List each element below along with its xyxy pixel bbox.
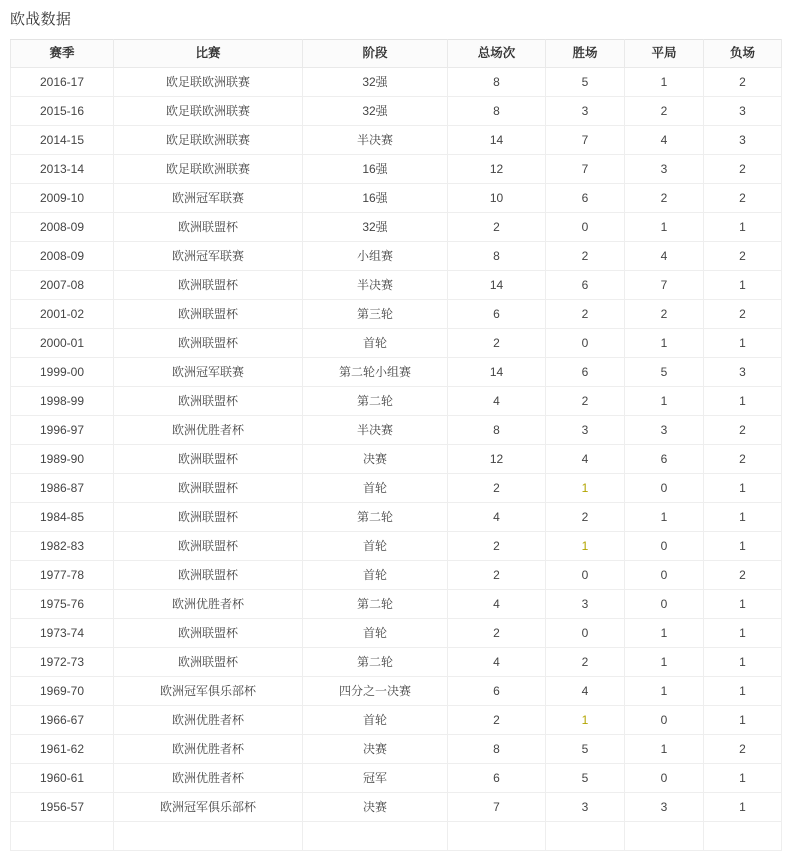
cell-draws: 0 xyxy=(625,474,704,503)
cell-draws: 0 xyxy=(625,532,704,561)
cell-stage: 首轮 xyxy=(303,329,448,358)
cell-wins: 2 xyxy=(546,503,625,532)
cell-wins: 5 xyxy=(546,764,625,793)
cell-losses: 1 xyxy=(704,329,782,358)
cell-wins: 2 xyxy=(546,242,625,271)
cell-losses: 1 xyxy=(704,503,782,532)
cell-stage: 决赛 xyxy=(303,735,448,764)
cell-competition: 欧洲优胜者杯 xyxy=(114,735,303,764)
filler-cell xyxy=(303,822,448,851)
cell-competition: 欧洲联盟杯 xyxy=(114,387,303,416)
cell-played: 8 xyxy=(448,735,546,764)
cell-competition: 欧洲冠军联赛 xyxy=(114,184,303,213)
table-row xyxy=(11,184,782,213)
cell-draws: 3 xyxy=(625,155,704,184)
cell-stage: 32强 xyxy=(303,213,448,242)
cell-wins: 3 xyxy=(546,97,625,126)
cell-wins: 6 xyxy=(546,184,625,213)
cell-season: 2009-10 xyxy=(11,184,114,213)
cell-draws: 3 xyxy=(625,416,704,445)
cell-wins: 7 xyxy=(546,126,625,155)
cell-competition: 欧洲联盟杯 xyxy=(114,271,303,300)
cell-stage: 决赛 xyxy=(303,445,448,474)
cell-stage: 半决赛 xyxy=(303,416,448,445)
cell-losses: 1 xyxy=(704,532,782,561)
cell-stage: 第二轮 xyxy=(303,387,448,416)
cell-draws: 1 xyxy=(625,735,704,764)
table-row xyxy=(11,532,782,561)
cell-competition: 欧足联欧洲联赛 xyxy=(114,97,303,126)
cell-played: 4 xyxy=(448,590,546,619)
cell-competition: 欧洲联盟杯 xyxy=(114,619,303,648)
cell-losses: 2 xyxy=(704,416,782,445)
cell-stage: 冠军 xyxy=(303,764,448,793)
cell-competition: 欧洲冠军俱乐部杯 xyxy=(114,793,303,822)
column-header-wins: 胜场 xyxy=(546,40,625,68)
cell-season: 1996-97 xyxy=(11,416,114,445)
cell-season: 1973-74 xyxy=(11,619,114,648)
cell-played: 8 xyxy=(448,416,546,445)
cell-season: 1961-62 xyxy=(11,735,114,764)
cell-wins: 0 xyxy=(546,329,625,358)
cell-stage: 第二轮 xyxy=(303,590,448,619)
cell-stage: 32强 xyxy=(303,68,448,97)
cell-competition: 欧足联欧洲联赛 xyxy=(114,126,303,155)
cell-losses: 1 xyxy=(704,271,782,300)
table-row xyxy=(11,648,782,677)
cell-wins: 5 xyxy=(546,68,625,97)
filler-cell xyxy=(448,822,546,851)
cell-played: 2 xyxy=(448,619,546,648)
cell-wins: 2 xyxy=(546,648,625,677)
cell-wins: 0 xyxy=(546,619,625,648)
cell-competition: 欧洲联盟杯 xyxy=(114,300,303,329)
cell-stage: 32强 xyxy=(303,97,448,126)
cell-wins: 2 xyxy=(546,300,625,329)
cell-wins: 3 xyxy=(546,416,625,445)
table-row xyxy=(11,126,782,155)
cell-stage: 决赛 xyxy=(303,793,448,822)
cell-season: 1977-78 xyxy=(11,561,114,590)
cell-draws: 1 xyxy=(625,648,704,677)
cell-played: 14 xyxy=(448,126,546,155)
table-row xyxy=(11,706,782,735)
cell-season: 2014-15 xyxy=(11,126,114,155)
cell-wins: 1 xyxy=(546,706,625,735)
cell-stage: 首轮 xyxy=(303,561,448,590)
cell-draws: 1 xyxy=(625,387,704,416)
column-header-losses: 负场 xyxy=(704,40,782,68)
cell-competition: 欧洲冠军联赛 xyxy=(114,242,303,271)
page-title: 欧战数据 xyxy=(10,11,72,28)
cell-draws: 1 xyxy=(625,619,704,648)
cell-competition: 欧洲联盟杯 xyxy=(114,648,303,677)
cell-losses: 1 xyxy=(704,793,782,822)
table-row xyxy=(11,213,782,242)
cell-stage: 四分之一决赛 xyxy=(303,677,448,706)
filler-cell xyxy=(11,822,114,851)
filler-cell xyxy=(114,822,303,851)
cell-played: 7 xyxy=(448,793,546,822)
table-row xyxy=(11,793,782,822)
cell-wins: 0 xyxy=(546,213,625,242)
cell-wins: 5 xyxy=(546,735,625,764)
cell-season: 1972-73 xyxy=(11,648,114,677)
cell-played: 8 xyxy=(448,68,546,97)
cell-stage: 16强 xyxy=(303,155,448,184)
cell-season: 1960-61 xyxy=(11,764,114,793)
table-row xyxy=(11,590,782,619)
cell-wins: 3 xyxy=(546,793,625,822)
cell-losses: 2 xyxy=(704,300,782,329)
table-row xyxy=(11,445,782,474)
cell-draws: 1 xyxy=(625,213,704,242)
cell-stage: 半决赛 xyxy=(303,271,448,300)
cell-season: 2001-02 xyxy=(11,300,114,329)
cell-losses: 1 xyxy=(704,706,782,735)
table-row xyxy=(11,68,782,97)
euro-competition-table xyxy=(10,39,782,851)
cell-draws: 0 xyxy=(625,764,704,793)
table-body xyxy=(11,68,782,851)
cell-season: 2013-14 xyxy=(11,155,114,184)
cell-season: 2008-09 xyxy=(11,213,114,242)
cell-competition: 欧洲冠军俱乐部杯 xyxy=(114,677,303,706)
cell-draws: 0 xyxy=(625,590,704,619)
cell-competition: 欧洲联盟杯 xyxy=(114,445,303,474)
cell-stage: 半决赛 xyxy=(303,126,448,155)
cell-stage: 首轮 xyxy=(303,706,448,735)
cell-played: 2 xyxy=(448,329,546,358)
cell-played: 2 xyxy=(448,213,546,242)
table-filler-row xyxy=(11,822,782,851)
cell-losses: 2 xyxy=(704,735,782,764)
cell-losses: 2 xyxy=(704,561,782,590)
table-row xyxy=(11,242,782,271)
cell-played: 6 xyxy=(448,677,546,706)
cell-wins: 6 xyxy=(546,271,625,300)
cell-wins: 0 xyxy=(546,561,625,590)
cell-played: 6 xyxy=(448,764,546,793)
cell-competition: 欧洲联盟杯 xyxy=(114,329,303,358)
cell-draws: 1 xyxy=(625,503,704,532)
cell-losses: 2 xyxy=(704,242,782,271)
cell-losses: 1 xyxy=(704,590,782,619)
column-header-stage: 阶段 xyxy=(303,40,448,68)
column-header-season: 赛季 xyxy=(11,40,114,68)
cell-wins: 6 xyxy=(546,358,625,387)
cell-stage: 16强 xyxy=(303,184,448,213)
table-row xyxy=(11,155,782,184)
cell-stage: 首轮 xyxy=(303,532,448,561)
cell-losses: 2 xyxy=(704,445,782,474)
cell-competition: 欧洲联盟杯 xyxy=(114,503,303,532)
cell-played: 10 xyxy=(448,184,546,213)
cell-draws: 3 xyxy=(625,793,704,822)
filler-cell xyxy=(546,822,625,851)
table-row xyxy=(11,358,782,387)
cell-season: 1989-90 xyxy=(11,445,114,474)
cell-losses: 1 xyxy=(704,764,782,793)
cell-competition: 欧洲联盟杯 xyxy=(114,561,303,590)
table-row xyxy=(11,677,782,706)
cell-played: 14 xyxy=(448,271,546,300)
column-header-draws: 平局 xyxy=(625,40,704,68)
cell-played: 4 xyxy=(448,387,546,416)
table-row xyxy=(11,416,782,445)
cell-draws: 0 xyxy=(625,706,704,735)
cell-competition: 欧洲冠军联赛 xyxy=(114,358,303,387)
cell-season: 2007-08 xyxy=(11,271,114,300)
cell-losses: 3 xyxy=(704,126,782,155)
cell-season: 1986-87 xyxy=(11,474,114,503)
cell-stage: 首轮 xyxy=(303,619,448,648)
cell-season: 2016-17 xyxy=(11,68,114,97)
table-row xyxy=(11,474,782,503)
cell-season: 1966-67 xyxy=(11,706,114,735)
cell-competition: 欧足联欧洲联赛 xyxy=(114,155,303,184)
cell-competition: 欧洲联盟杯 xyxy=(114,213,303,242)
cell-played: 14 xyxy=(448,358,546,387)
cell-season: 2000-01 xyxy=(11,329,114,358)
cell-competition: 欧洲优胜者杯 xyxy=(114,416,303,445)
cell-season: 1969-70 xyxy=(11,677,114,706)
table-row xyxy=(11,387,782,416)
cell-played: 2 xyxy=(448,706,546,735)
cell-season: 1998-99 xyxy=(11,387,114,416)
cell-losses: 1 xyxy=(704,677,782,706)
cell-wins: 3 xyxy=(546,590,625,619)
cell-stage: 首轮 xyxy=(303,474,448,503)
cell-played: 6 xyxy=(448,300,546,329)
cell-draws: 4 xyxy=(625,242,704,271)
cell-season: 1975-76 xyxy=(11,590,114,619)
filler-cell xyxy=(704,822,782,851)
table-row xyxy=(11,503,782,532)
cell-competition: 欧洲联盟杯 xyxy=(114,532,303,561)
cell-season: 1984-85 xyxy=(11,503,114,532)
table-row xyxy=(11,561,782,590)
cell-stage: 第二轮 xyxy=(303,503,448,532)
cell-played: 2 xyxy=(448,532,546,561)
cell-draws: 1 xyxy=(625,329,704,358)
cell-competition: 欧洲优胜者杯 xyxy=(114,706,303,735)
cell-losses: 1 xyxy=(704,213,782,242)
cell-losses: 1 xyxy=(704,387,782,416)
cell-played: 4 xyxy=(448,648,546,677)
filler-cell xyxy=(625,822,704,851)
table-header xyxy=(11,40,782,68)
cell-competition: 欧洲优胜者杯 xyxy=(114,590,303,619)
cell-losses: 1 xyxy=(704,619,782,648)
table-row xyxy=(11,619,782,648)
cell-competition: 欧足联欧洲联赛 xyxy=(114,68,303,97)
cell-losses: 1 xyxy=(704,474,782,503)
cell-played: 8 xyxy=(448,242,546,271)
table-row xyxy=(11,735,782,764)
table-row xyxy=(11,300,782,329)
cell-losses: 2 xyxy=(704,68,782,97)
cell-wins: 2 xyxy=(546,387,625,416)
cell-draws: 6 xyxy=(625,445,704,474)
cell-losses: 1 xyxy=(704,648,782,677)
cell-wins: 1 xyxy=(546,474,625,503)
cell-losses: 3 xyxy=(704,358,782,387)
column-header-competition: 比赛 xyxy=(114,40,303,68)
cell-losses: 3 xyxy=(704,97,782,126)
cell-stage: 第二轮小组赛 xyxy=(303,358,448,387)
cell-draws: 0 xyxy=(625,561,704,590)
cell-played: 2 xyxy=(448,474,546,503)
column-header-played: 总场次 xyxy=(448,40,546,68)
cell-season: 1956-57 xyxy=(11,793,114,822)
cell-stage: 第二轮 xyxy=(303,648,448,677)
cell-season: 2008-09 xyxy=(11,242,114,271)
cell-competition: 欧洲联盟杯 xyxy=(114,474,303,503)
table-row xyxy=(11,97,782,126)
cell-losses: 2 xyxy=(704,155,782,184)
cell-competition: 欧洲优胜者杯 xyxy=(114,764,303,793)
cell-season: 1982-83 xyxy=(11,532,114,561)
cell-season: 1999-00 xyxy=(11,358,114,387)
cell-played: 4 xyxy=(448,503,546,532)
cell-stage: 小组赛 xyxy=(303,242,448,271)
cell-played: 12 xyxy=(448,445,546,474)
table-row xyxy=(11,764,782,793)
table-header-row xyxy=(11,40,782,68)
cell-losses: 2 xyxy=(704,184,782,213)
cell-played: 2 xyxy=(448,561,546,590)
cell-draws: 2 xyxy=(625,97,704,126)
cell-draws: 1 xyxy=(625,68,704,97)
cell-draws: 4 xyxy=(625,126,704,155)
cell-played: 8 xyxy=(448,97,546,126)
table-container xyxy=(0,39,791,851)
cell-stage: 第三轮 xyxy=(303,300,448,329)
cell-draws: 1 xyxy=(625,677,704,706)
cell-draws: 2 xyxy=(625,300,704,329)
cell-wins: 7 xyxy=(546,155,625,184)
cell-wins: 1 xyxy=(546,532,625,561)
cell-season: 2015-16 xyxy=(11,97,114,126)
table-row xyxy=(11,271,782,300)
table-row xyxy=(11,329,782,358)
cell-draws: 7 xyxy=(625,271,704,300)
cell-draws: 2 xyxy=(625,184,704,213)
cell-wins: 4 xyxy=(546,677,625,706)
cell-wins: 4 xyxy=(546,445,625,474)
cell-played: 12 xyxy=(448,155,546,184)
cell-draws: 5 xyxy=(625,358,704,387)
